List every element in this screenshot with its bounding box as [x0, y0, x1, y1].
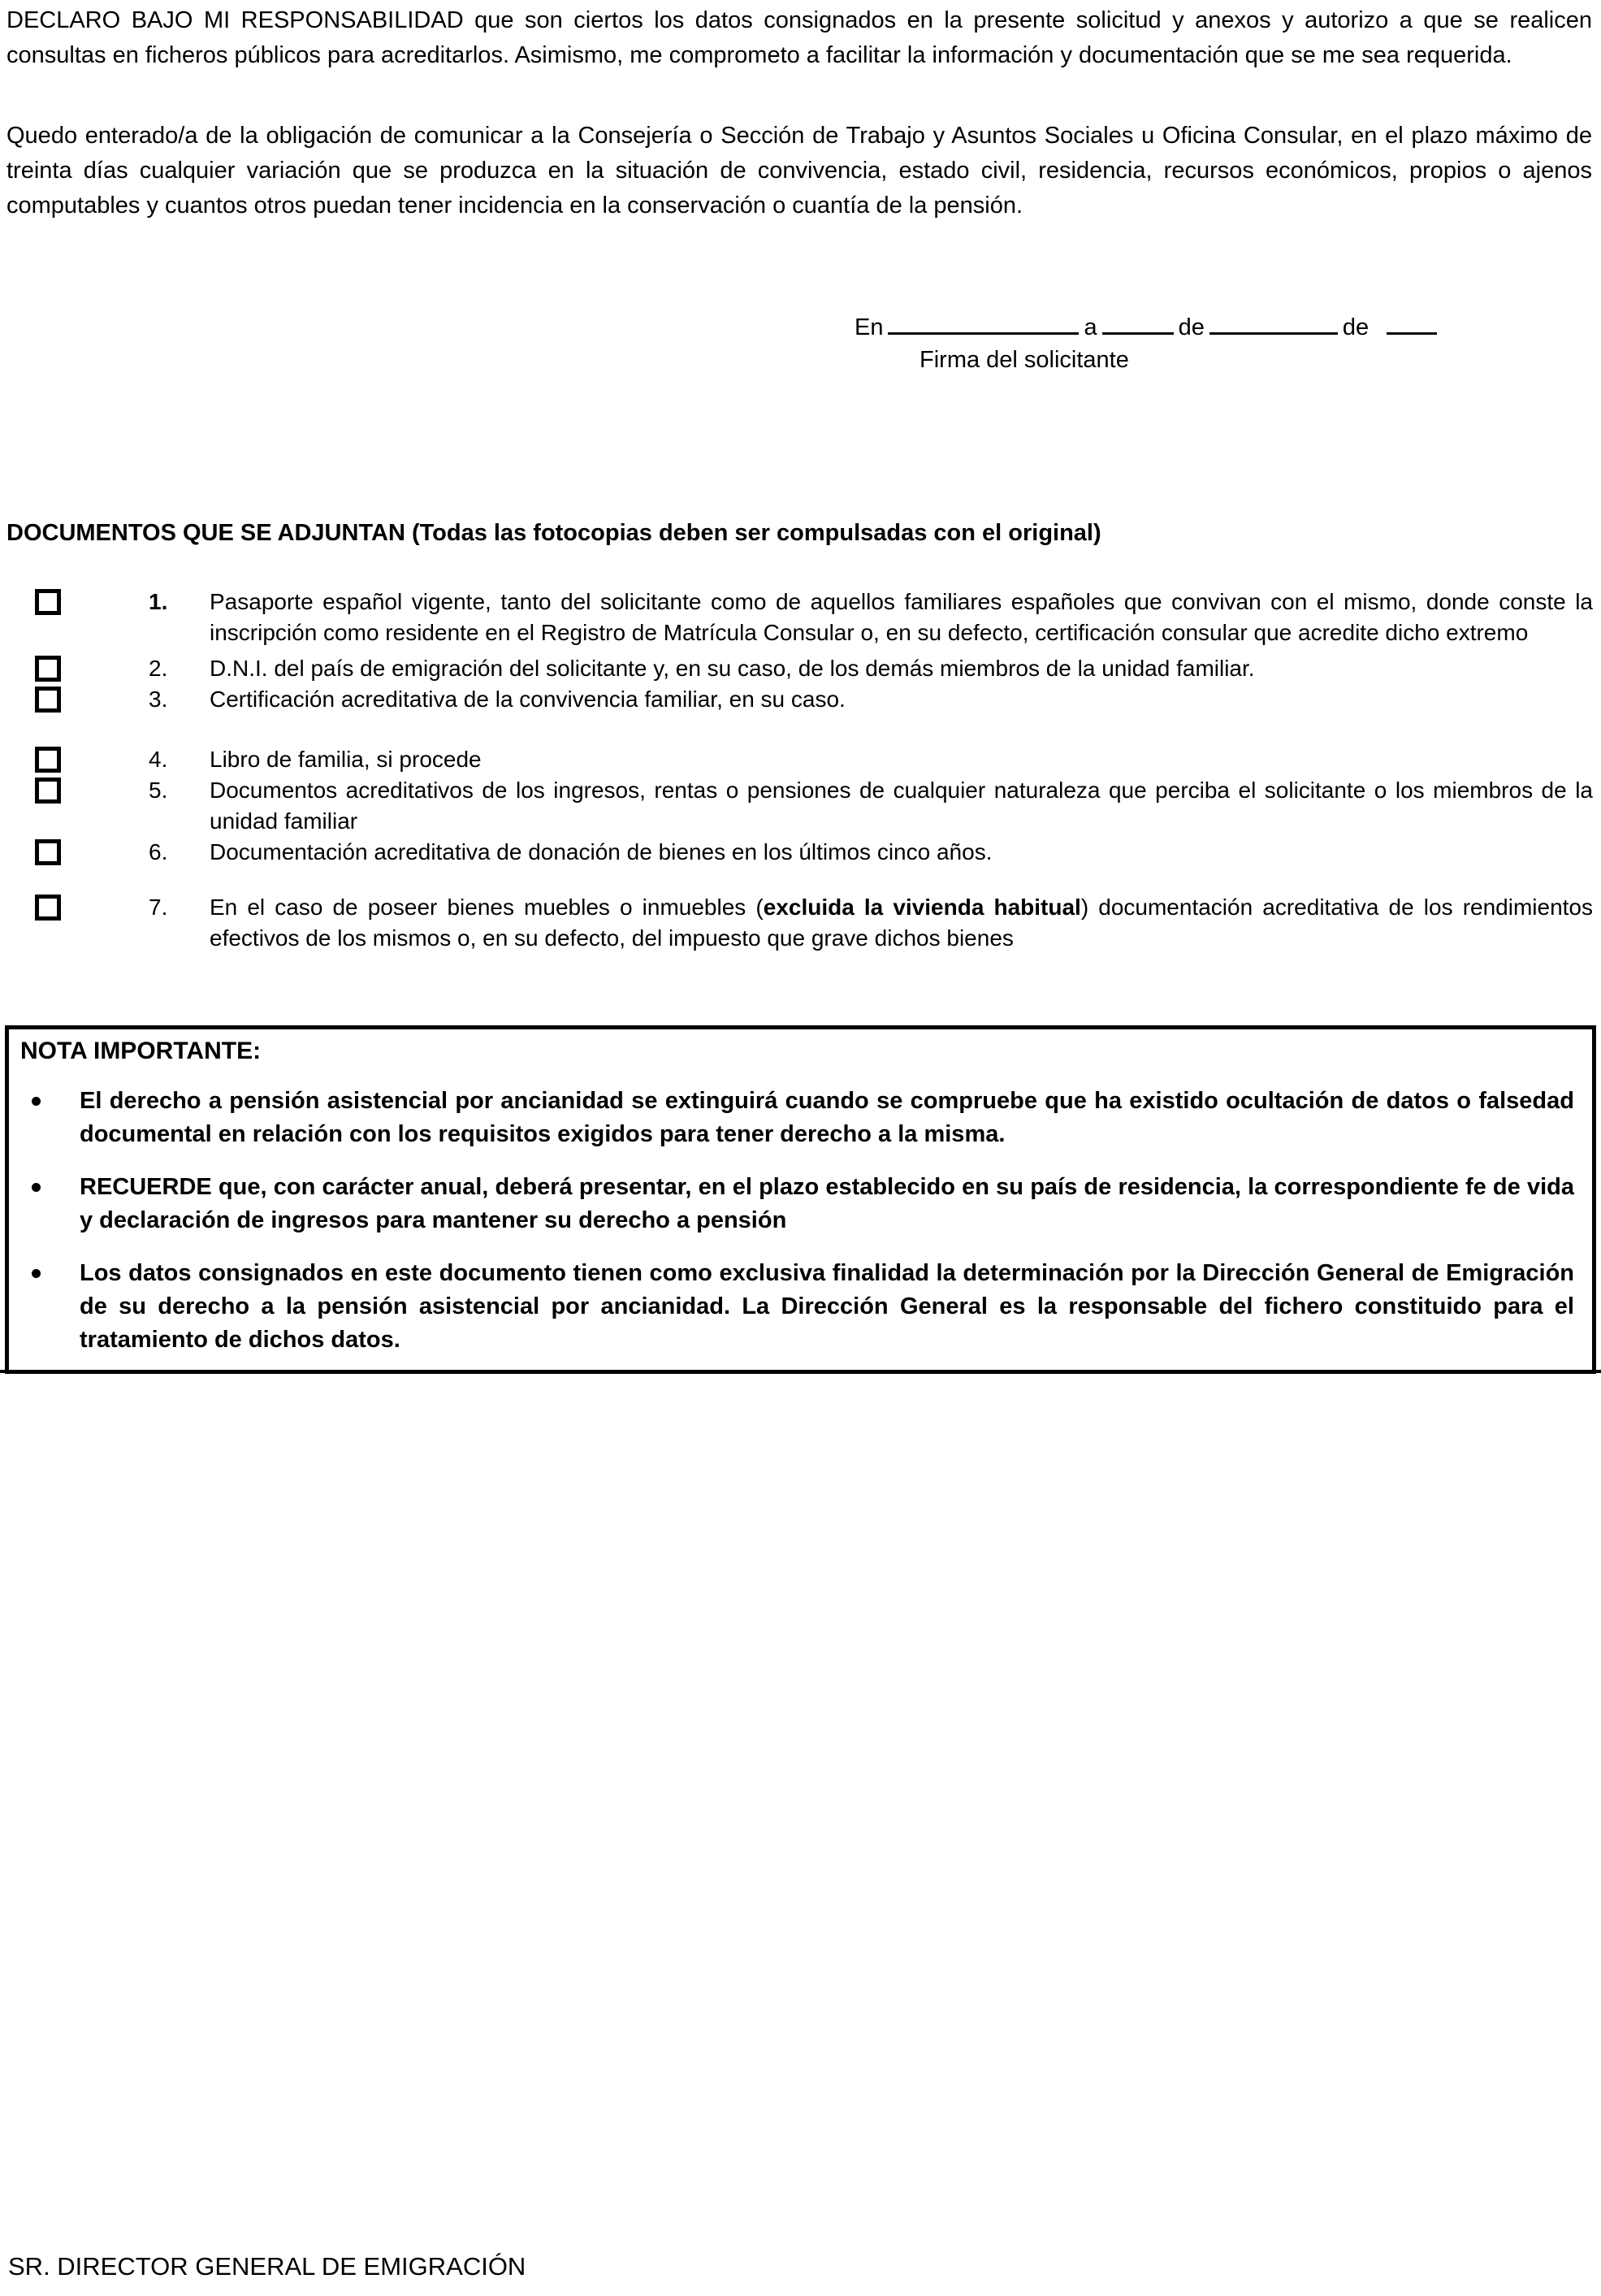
item-text: Documentación acreditativa de donación de bienes en los últimos cinco años. [210, 839, 993, 864]
document-1-checkbox[interactable] [35, 589, 61, 615]
item-text: Libro de familia, si procede [210, 747, 482, 772]
document-item-row-2 [6, 653, 1595, 684]
document-item-row-5 [6, 775, 1595, 837]
note-bullet-3 [20, 1257, 1577, 1357]
note-bullet-text: RECUERDE que, con carácter anual, deberá presentar, en el plazo establecido en su país de residencia, la correspondiente fe de vida y declaración de ingresos para mantener su derecho a pensión [80, 1174, 1574, 1233]
document-item-row-3 [6, 684, 1595, 715]
item-text-bold: excluida la vivienda habitual [763, 895, 1081, 920]
document-item-row-7 [6, 892, 1595, 954]
item-number: 2. [149, 656, 168, 681]
item-text: Certificación acreditativa de la convivencia familiar, en su caso. [210, 687, 846, 712]
item-text: D.N.I. del país de emigración del solicitante y, en su caso, de los demás miembros de la unidad familiar. [210, 656, 1255, 681]
item-number: 3. [149, 687, 168, 712]
signature-day-blank[interactable] [1102, 309, 1174, 335]
declaration-paragraph-2: Quedo enterado/a de la obligación de comunicar a la Consejería o Sección de Trabajo y Asuntos Sociales u Oficina Consular, en el plazo máximo de treinta días cualquier variación que se produzca en la situación de convivencia, estado civil, residencia, recursos económicos, propios o ajenos computables y cuantos otros puedan tener incidencia en la conservación o cuantía de la pensión. [6, 123, 1592, 219]
signature-place-blank[interactable] [888, 309, 1079, 335]
item-number: 7. [149, 895, 168, 920]
bullet-icon [32, 1097, 41, 1106]
item-text: Pasaporte español vigente, tanto del solicitante como de aquellos familiares españoles que convivan con el mismo, donde conste la inscripción como residente en el Registro de Matrícula Consular o, en su defecto, certificación consular que acredite dicho extremo [210, 589, 1593, 645]
date-connector-a: a [1084, 314, 1097, 340]
item-text [210, 892, 1595, 954]
document-3-checkbox[interactable] [35, 687, 61, 713]
item-number: 1. [149, 589, 168, 614]
document-2-checkbox[interactable] [35, 656, 61, 682]
item-number: 5. [149, 778, 168, 803]
bullet-icon [32, 1183, 41, 1192]
document-4-checkbox[interactable] [35, 747, 61, 773]
bullet-icon [32, 1269, 41, 1278]
firma-solicitante-label: Firma del solicitante [919, 347, 1129, 373]
item-text-pre: En el caso de poseer bienes muebles o inmuebles ( [210, 895, 764, 920]
addressee-line: SR. DIRECTOR GENERAL DE EMIGRACIÓN [8, 2252, 526, 2281]
note-bullet-text: Los datos consignados en este documento tienen como exclusiva finalidad la determinación por la Dirección General de Emigración de su derecho a la pensión asistencial por ancianidad. La Dirección General es la responsable del fichero constituido para el tratamiento de dichos datos. [80, 1260, 1574, 1353]
date-prefix-label: En [855, 314, 884, 340]
item-number: 4. [149, 747, 168, 772]
important-note-box [5, 1025, 1596, 1374]
document-5-checkbox[interactable] [35, 778, 61, 804]
note-bullet-text: El derecho a pensión asistencial por ancianidad se extinguirá cuando se compruebe que ha existido ocultación de datos o falsedad documental en relación con los requisitos exigidos para tener derecho a la misma. [80, 1088, 1574, 1147]
note-bullet-1 [20, 1085, 1577, 1151]
date-line [855, 309, 1504, 341]
signature-month-blank[interactable] [1209, 309, 1338, 335]
signature-year-blank[interactable] [1387, 309, 1437, 335]
document-item-row-4 [6, 744, 1595, 775]
documents-heading: DOCUMENTOS QUE SE ADJUNTAN (Todas las fotocopias deben ser compulsadas con el original) [6, 520, 1101, 546]
date-connector-de1: de [1178, 314, 1205, 340]
cut-line-divider [0, 1370, 1601, 1373]
item-number: 6. [149, 839, 168, 864]
document-6-checkbox[interactable] [35, 839, 61, 865]
declaration-paragraph-1: DECLARO BAJO MI RESPONSABILIDAD que son ciertos los datos consignados en la presente solicitud y anexos y autorizo a que se realicen consultas en ficheros públicos para acreditarlos. Asimismo, me comprometo a facilitar la información y documentación que se me sea requerida. [6, 7, 1592, 68]
document-7-checkbox[interactable] [35, 895, 61, 921]
date-connector-de2: de [1342, 314, 1370, 340]
document-item-row-1 [6, 587, 1595, 648]
note-bullet-2 [20, 1171, 1577, 1237]
item-text-post: ) documentación acreditativa de los rendimientos efectivos de los mismos o, en su defecto, del impuesto que grave dichos bienes [210, 895, 1594, 951]
documents-checklist [6, 587, 1595, 954]
signature-block [855, 309, 1504, 374]
document-item-row-6 [6, 837, 1595, 868]
item-text: Documentos acreditativos de los ingresos, rentas o pensiones de cualquier naturaleza que perciba el solicitante o los miembros de la unidad familiar [210, 778, 1593, 834]
important-note-title: NOTA IMPORTANTE: [20, 1038, 262, 1064]
